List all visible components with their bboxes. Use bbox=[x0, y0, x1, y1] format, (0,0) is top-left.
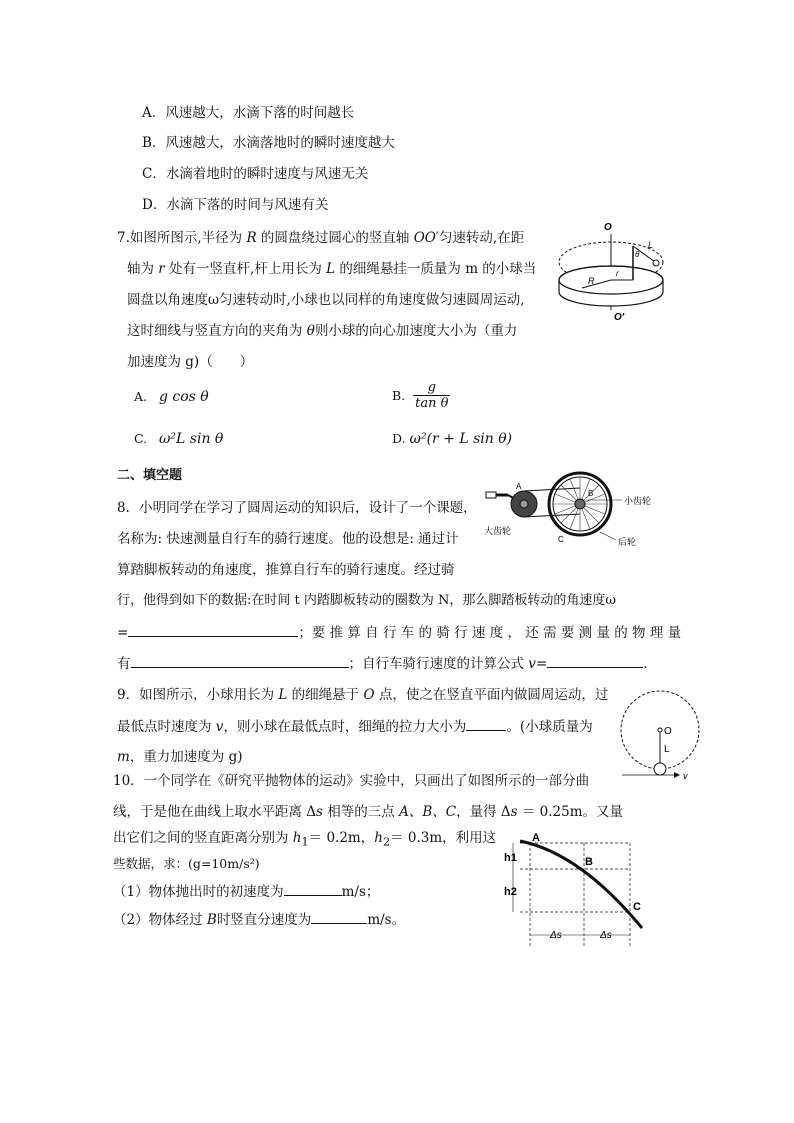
label-o-top: O bbox=[604, 222, 612, 233]
ball bbox=[654, 763, 666, 775]
label-a: A bbox=[532, 832, 540, 844]
q10-line-3: 出它们之间的竖直距离分别为 $h_1= 0.2m$，$h_2= 0.3m$，利用这 bbox=[113, 830, 497, 849]
q9-circle-figure bbox=[612, 686, 708, 784]
label-l: L bbox=[664, 744, 670, 755]
ball bbox=[653, 260, 659, 266]
q7-option-c: C. ω²L sin θ bbox=[134, 431, 224, 447]
pivot bbox=[658, 728, 662, 732]
label-r-small: r bbox=[616, 269, 619, 278]
q8-bicycle-figure bbox=[482, 470, 662, 552]
q10-line-4: 些数据，求：(g=10m/s²) bbox=[113, 856, 260, 871]
q10-line-1: 10．一个同学在《研究平抛物体的运动》实验中，只画出了如图所示的一部分曲 bbox=[113, 773, 590, 789]
q7-line-3: 圆盘以角速度ω匀速转动时,小球也以同样的角速度做匀速圆周运动, bbox=[127, 292, 525, 308]
trajectory bbox=[520, 841, 642, 928]
label-h2: h2 bbox=[504, 886, 517, 898]
label-o-bottom: O′ bbox=[614, 312, 625, 323]
q7-disk-figure bbox=[548, 218, 668, 326]
q6-option-c: C．水滴着地时的瞬时速度与风速无关 bbox=[142, 166, 369, 182]
q7-line-1: 7.如图所图示,半径为 R 的圆盘绕过圆心的竖直轴 OO′匀速转动,在距 bbox=[117, 230, 525, 246]
q10-curve-figure bbox=[500, 828, 650, 950]
q9-blank-tension[interactable] bbox=[466, 717, 506, 731]
q7-option-a: A. g cos θ bbox=[134, 389, 209, 405]
label-b: B bbox=[585, 856, 593, 868]
label-v: v bbox=[683, 771, 688, 781]
q10-sub-1: （1）物体抛出时的初速度为 m/s； bbox=[113, 884, 380, 900]
label-small-gear: 小齿轮 bbox=[624, 496, 652, 506]
label-c: C bbox=[558, 535, 564, 544]
small-gear bbox=[575, 499, 585, 509]
q7-option-d: D. ω²(r + L sin θ) bbox=[392, 431, 513, 447]
q10-line-2: 线，于是他在曲线上取水平距离 Δs 相等的三点 A、B、C，量得 Δs ＝ 0.25m。又量 bbox=[113, 804, 624, 820]
q10-sub-2: （2）物体经过 B时竖直分速度为 m/s。 bbox=[113, 912, 406, 928]
label-big-gear: 大齿轮 bbox=[484, 526, 512, 536]
q7-line-4: 这时细线与竖直方向的夹角为 θ则小球的向心加速度大小为（重力 bbox=[127, 323, 518, 339]
q8-line-4: 行，他得到如下的数据:在时间 t 内踏脚板转动的圈数为 N，那么脚踏板转动的角速度ω bbox=[117, 593, 616, 608]
q8-line-5: = ；要 推 算 自 行 车 的 骑 行 速 度 ， 还 需 要 测 量 的 物 理 量 bbox=[117, 625, 682, 641]
q9-line-3: m，重力加速度为 g) bbox=[117, 749, 243, 765]
grid-lines bbox=[520, 843, 630, 946]
label-r-big: R bbox=[588, 276, 595, 286]
label-l: L bbox=[648, 240, 654, 250]
disk-side bbox=[559, 280, 663, 306]
label-a: A bbox=[516, 482, 522, 491]
q8-blank-formula[interactable] bbox=[547, 654, 643, 668]
section-title: 二、填空题 bbox=[117, 468, 183, 483]
q8-line-1: 8．小明同学在学习了圆周运动的知识后，设计了一个课题， bbox=[117, 500, 477, 516]
q9-line-1: 9．如图所示，小球用长为 L 的细绳悬于 O 点，使之在竖直平面内做圆周运动，过 bbox=[117, 687, 609, 703]
q8-line-2: 名称为: 快速测量自行车的骑行速度。他的设想是: 通过计 bbox=[117, 531, 459, 547]
q7-option-b: B. $\frac{g}{\text{tan θ}}$ bbox=[392, 380, 449, 411]
q8-line-6: 有 ；自行车骑行速度的计算公式 v= . bbox=[117, 656, 648, 672]
label-o: O bbox=[664, 726, 672, 737]
q6-option-d: D．水滴下落的时间与风速有关 bbox=[142, 197, 329, 213]
label-b: B bbox=[588, 489, 594, 498]
q6-option-a: A．风速越大，水滴下落的时间越长 bbox=[142, 105, 355, 121]
label-ds-1: Δs bbox=[550, 930, 562, 941]
label-rear-wheel: 后轮 bbox=[618, 537, 637, 547]
q8-blank-quantity[interactable] bbox=[131, 654, 349, 668]
q8-blank-omega[interactable] bbox=[128, 623, 298, 637]
label-c: C bbox=[633, 901, 641, 913]
label-h1: h1 bbox=[504, 852, 517, 864]
q10-blank-vy[interactable] bbox=[311, 910, 367, 924]
label-ds-2: Δs bbox=[600, 930, 612, 941]
q9-line-2: 最低点时速度为 v，则小球在最低点时，细绳的拉力大小为 。(小球质量为 bbox=[117, 719, 593, 735]
q8-line-3: 算踏脚板转动的角速度，推算自行车的骑行速度。经过骑 bbox=[117, 562, 455, 578]
q7-line-5: 加速度为 g)（ ） bbox=[127, 354, 254, 370]
q10-blank-v0[interactable] bbox=[284, 882, 342, 896]
q7-line-2: 轴为 r 处有一竖直杆,杆上用长为 L 的细绳悬挂一质量为 m 的小球当 bbox=[127, 261, 537, 277]
label-theta: θ bbox=[635, 250, 640, 259]
q6-option-b: B．风速越大，水滴落地时的瞬时速度越大 bbox=[142, 135, 395, 151]
